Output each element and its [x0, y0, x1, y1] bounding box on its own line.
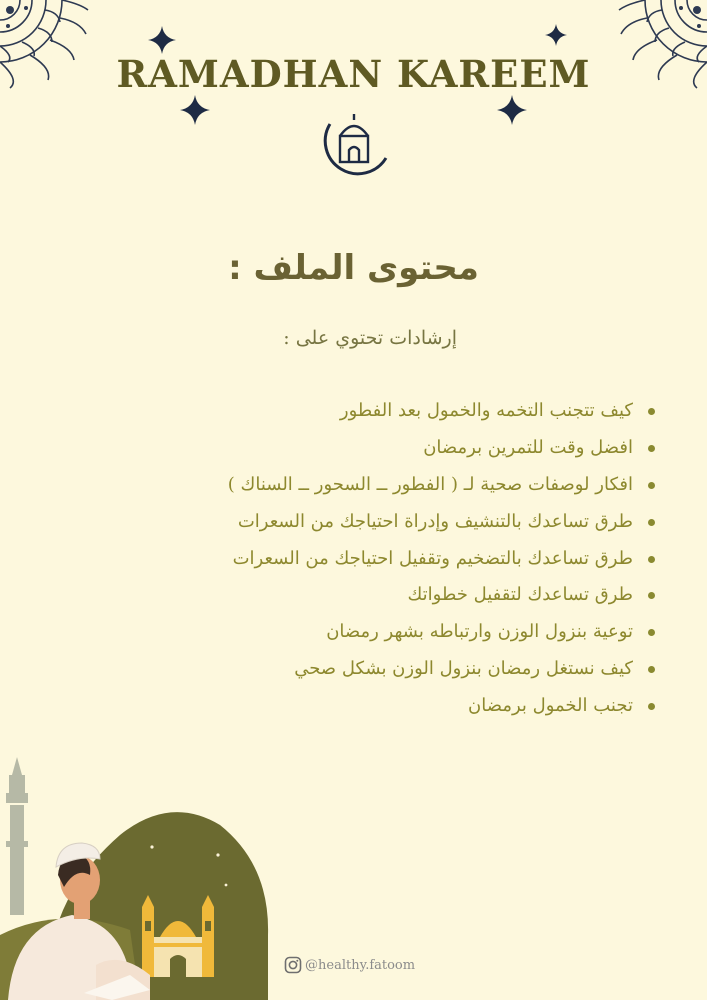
bullet-icon	[648, 445, 655, 452]
instagram-icon	[284, 956, 302, 974]
bullet-icon	[648, 408, 655, 415]
list-item	[95, 614, 655, 651]
list-item-text: كيف تتجنب التخمه والخمول بعد الفطور	[339, 400, 633, 421]
list-item-text: طرق تساعدك بالتنشيف وإدراة احتياجك من السعرات	[237, 510, 633, 532]
list-item-text: طرق تساعدك بالتضخيم وتقفيل احتياجك من السعرات	[232, 547, 633, 569]
crescent-mosque-icon	[316, 106, 392, 180]
content-heading: محتوى الملف :	[228, 248, 479, 288]
list-item	[95, 651, 655, 688]
list-item	[95, 430, 655, 467]
bullet-icon	[648, 519, 655, 526]
list-item	[95, 688, 655, 725]
intro-text: إرشادات تحتوي على :	[283, 327, 457, 349]
page-title: RAMADHAN KAREEM	[116, 52, 591, 96]
list-item	[95, 393, 655, 430]
bullet-icon	[648, 666, 655, 673]
list-item-text: كيف نستغل رمضان بنزول الوزن بشكل صحي	[294, 658, 633, 680]
handle-text: @healthy.fatoom	[305, 957, 416, 973]
star-icon	[180, 95, 210, 125]
list-item-text: افكار لوصفات صحية لـ ( الفطور ــ السحور ــ السناك )	[227, 473, 633, 495]
social-handle	[284, 956, 415, 974]
star-icon	[148, 26, 176, 54]
list-item-text: افضل وقت للتمرين برمضان	[423, 436, 633, 458]
list-item-text: توعية بنزول الوزن وارتباطه بشهر رمضان	[326, 621, 633, 643]
bullet-icon	[648, 482, 655, 489]
list-item	[95, 504, 655, 541]
bullet-icon	[648, 556, 655, 563]
content-list	[95, 393, 655, 725]
list-item	[95, 467, 655, 504]
list-item	[95, 577, 655, 614]
list-item-text: طرق تساعدك لتقفيل خطواتك	[407, 584, 633, 606]
bullet-icon	[648, 629, 655, 636]
bullet-icon	[648, 592, 655, 599]
star-icon	[497, 95, 527, 125]
list-item-text: تجنب الخمول برمضان	[468, 695, 633, 717]
star-icon	[545, 24, 567, 46]
bullet-icon	[648, 703, 655, 710]
ramadan-illustration	[0, 755, 280, 1000]
list-item	[95, 541, 655, 578]
